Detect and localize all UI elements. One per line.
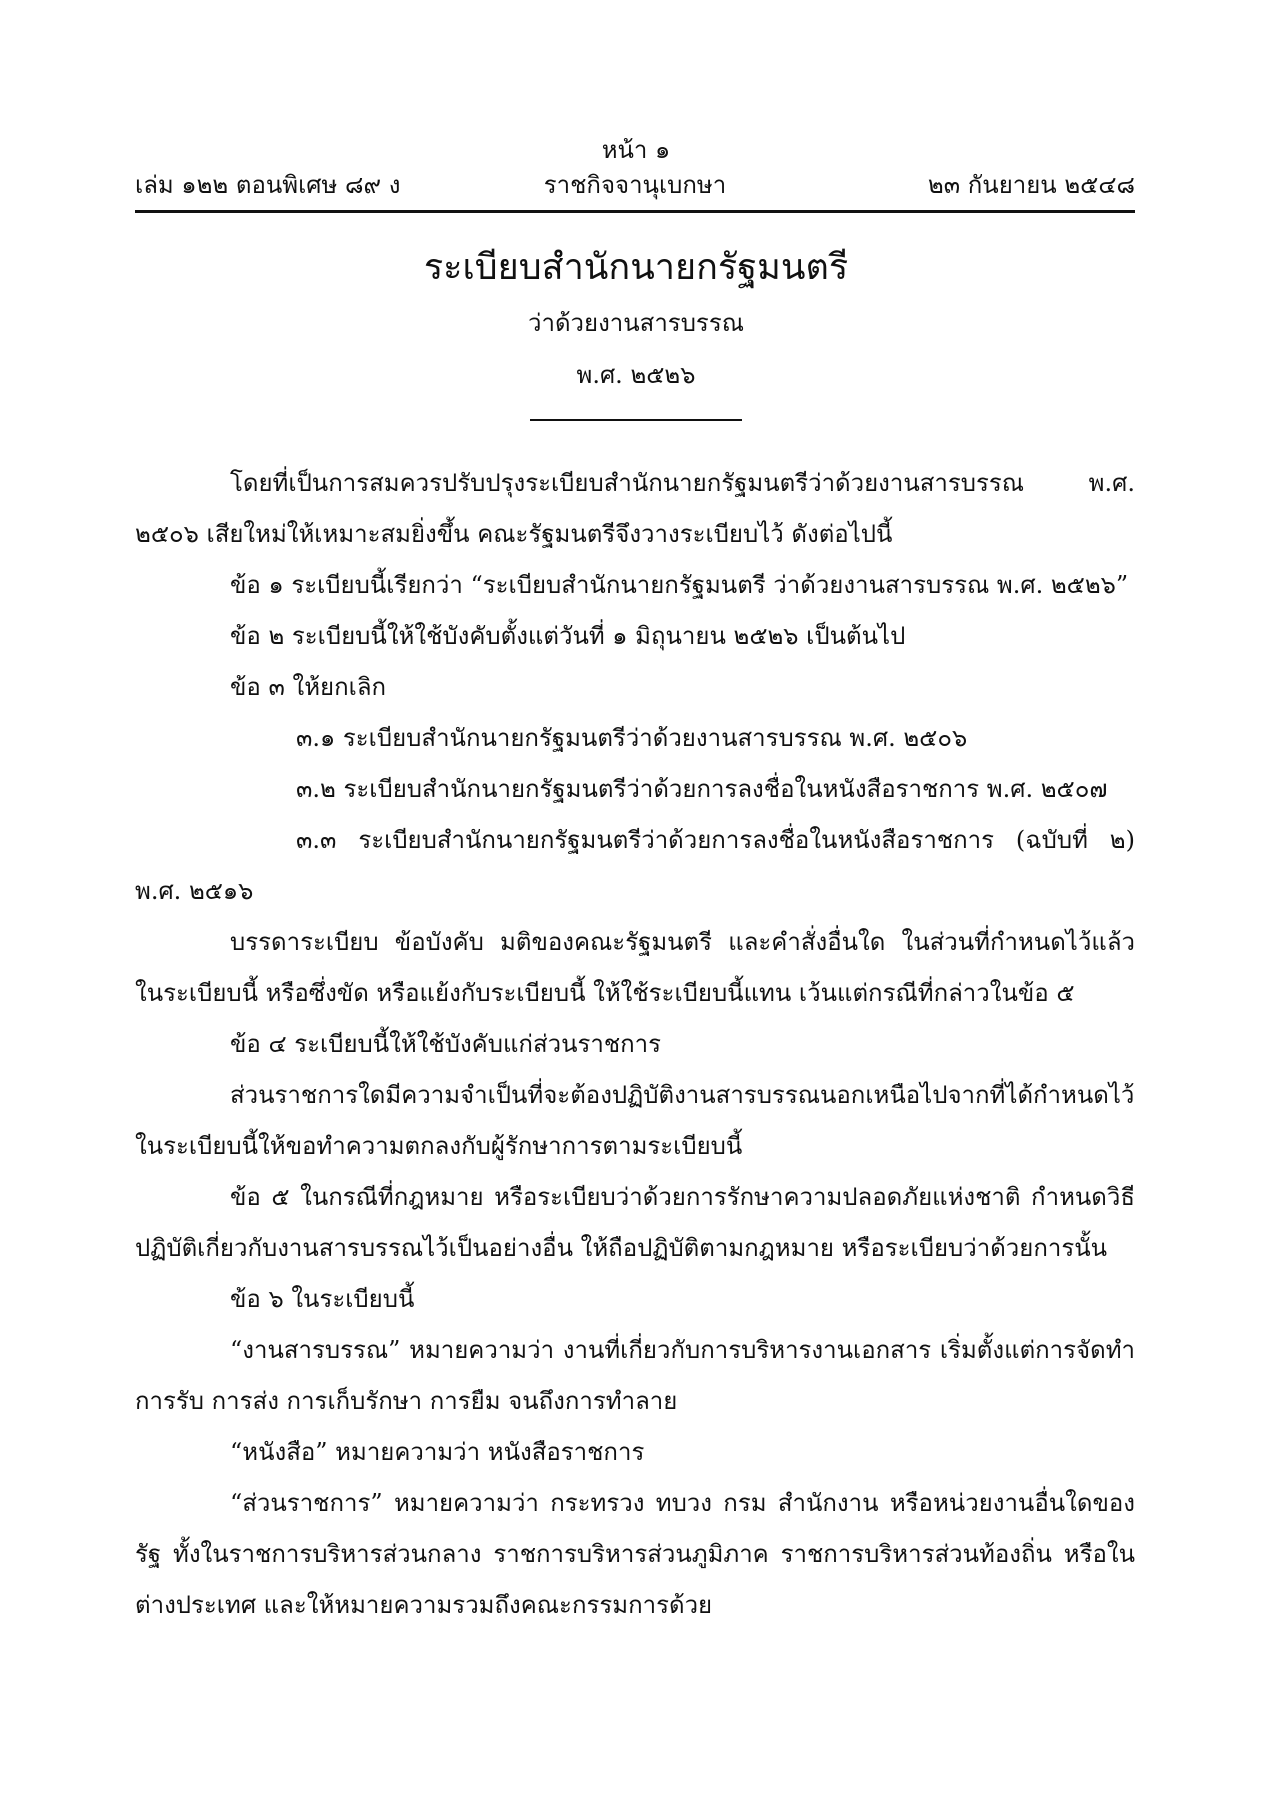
- clause-3-1: ๓.๑ ระเบียบสำนักนายกรัฐมนตรีว่าด้วยงานสารบรรณ พ.ศ. ๒๕๐๖: [296, 724, 968, 752]
- volume-issue: เล่ม ๑๒๒ ตอนพิเศษ ๘๙ ง: [135, 171, 401, 199]
- document-subtitle: ว่าด้วยงานสารบรรณ: [528, 309, 744, 337]
- clause-3-2: ๓.๒ ระเบียบสำนักนายกรัฐมนตรีว่าด้วยการลงชื่อในหนังสือราชการ พ.ศ. ๒๕๐๗: [296, 775, 1108, 803]
- document-title: ระเบียบสำนักนายกรัฐมนตรี: [423, 247, 849, 288]
- definition-government-agency: “ส่วนราชการ” หมายความว่า กระทรวง ทบวง กรม สำนักงาน หรือหน่วยงานอื่นใดของรัฐ ทั้งในราชการบริหารส่วนกลาง ราชการบริหารส่วนภูมิภาค ราชการบริหารส่วนท้องถิ่น หรือในต่างประเทศ และให้หมายความรวมถึงคณะกรรมการด้วย: [135, 1489, 1135, 1619]
- clause-4: ข้อ ๔ ระเบียบนี้ให้ใช้บังคับแก่ส่วนราชการ: [230, 1030, 662, 1058]
- header-divider: [135, 210, 1135, 213]
- clause-3-3: ๓.๓ ระเบียบสำนักนายกรัฐมนตรีว่าด้วยการลงชื่อในหนังสือราชการ (ฉบับที่ ๒) พ.ศ. ๒๕๑๖: [135, 826, 1135, 905]
- definition-saraban: “งานสารบรรณ” หมายความว่า งานที่เกี่ยวกับการบริหารงานเอกสาร เริ่มตั้งแต่การจัดทำ การรับ การส่ง การเก็บรักษา การยืม จนถึงการทำลาย: [135, 1336, 1135, 1415]
- title-divider: [530, 419, 742, 421]
- page-number: หน้า ๑: [601, 136, 671, 164]
- preamble-paragraph: โดยที่เป็นการสมควรปรับปรุงระเบียบสำนักนายกรัฐมนตรีว่าด้วยงานสารบรรณ พ.ศ. ๒๕๐๖ เสียใหม่ให้เหมาะสมยิ่งขึ้น คณะรัฐมนตรีจึงวางระเบียบไว้ ดังต่อไปนี้: [135, 469, 1135, 548]
- document-body: [135, 458, 1135, 1631]
- publication-date: ๒๓ กันยายน ๒๕๔๘: [927, 171, 1135, 199]
- clause-6: ข้อ ๖ ในระเบียบนี้: [230, 1285, 415, 1313]
- clause-2: ข้อ ๒ ระเบียบนี้ให้ใช้บังคับตั้งแต่วันที่ ๑ มิถุนายน ๒๕๒๖ เป็นต้นไป: [230, 622, 906, 650]
- gazette-name: ราชกิจจานุเบกษา: [543, 171, 727, 199]
- clause-3: ข้อ ๓ ให้ยกเลิก: [230, 673, 387, 701]
- clause-5: ข้อ ๕ ในกรณีที่กฎหมาย หรือระเบียบว่าด้วยการรักษาความปลอดภัยแห่งชาติ กำหนดวิธี ปฏิบัติเกี่ยวกับงานสารบรรณไว้เป็นอย่างอื่น ให้ถือปฏิบัติตามกฎหมาย หรือระเบียบว่าด้วยการนั้น: [135, 1183, 1135, 1262]
- document-year: พ.ศ. ๒๕๒๖: [576, 361, 696, 389]
- definition-document: “หนังสือ” หมายความว่า หนังสือราชการ: [230, 1438, 645, 1466]
- clause-4-paragraph: ส่วนราชการใดมีความจำเป็นที่จะต้องปฏิบัติงานสารบรรณนอกเหนือไปจากที่ได้กำหนดไว้ ในระเบียบนี้ให้ขอทำความตกลงกับผู้รักษาการตามระเบียบนี้: [135, 1081, 1135, 1160]
- gazette-header: [135, 170, 1135, 202]
- repeal-paragraph: บรรดาระเบียบ ข้อบังคับ มติของคณะรัฐมนตรี และคำสั่งอื่นใด ในส่วนที่กำหนดไว้แล้ว ในระเบียบนี้ หรือซึ่งขัด หรือแย้งกับระเบียบนี้ ให้ใช้ระเบียบนี้แทน เว้นแต่กรณีที่กล่าวในข้อ ๕: [135, 928, 1135, 1007]
- clause-1: ข้อ ๑ ระเบียบนี้เรียกว่า “ระเบียบสำนักนายกรัฐมนตรี ว่าด้วยงานสารบรรณ พ.ศ. ๒๕๒๖”: [230, 571, 1129, 599]
